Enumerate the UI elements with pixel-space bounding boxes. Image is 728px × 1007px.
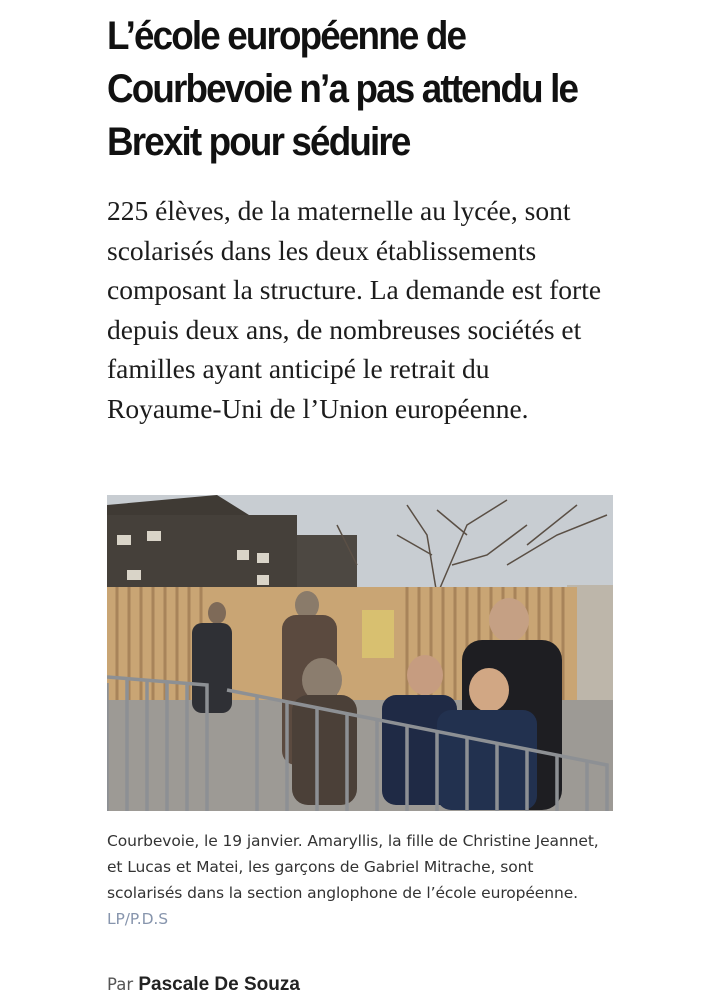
byline [107, 974, 300, 996]
photo-caption [107, 828, 607, 932]
photo-illustration [107, 495, 613, 811]
caption-text: Courbevoie, le 19 janvier. Amaryllis, la fille de Christine Jeannet, et Lucas et Matei, les garçons de Gabriel Mitrache, sont scolarisés dans la section anglophone de l’école européenne. [107, 832, 599, 902]
article-header [107, 0, 613, 428]
article-lede: 225 élèves, de la maternelle au lycée, sont scolarisés dans les deux établissements composant la structure. La demande est forte depuis deux ans, de nombreuses sociétés et familles ayant anticipé le retrait du Royaume-Uni de l’Union européenne. [107, 195, 602, 424]
photo-credit: LP/P.D.S [107, 910, 168, 928]
article-photo [107, 495, 613, 811]
article-headline: L’école européenne de Courbevoie n’a pas attendu le Brexit pour séduire [107, 14, 578, 164]
author-link[interactable]: Pascale De Souza [138, 974, 300, 995]
byline-prefix: Par [107, 975, 134, 994]
